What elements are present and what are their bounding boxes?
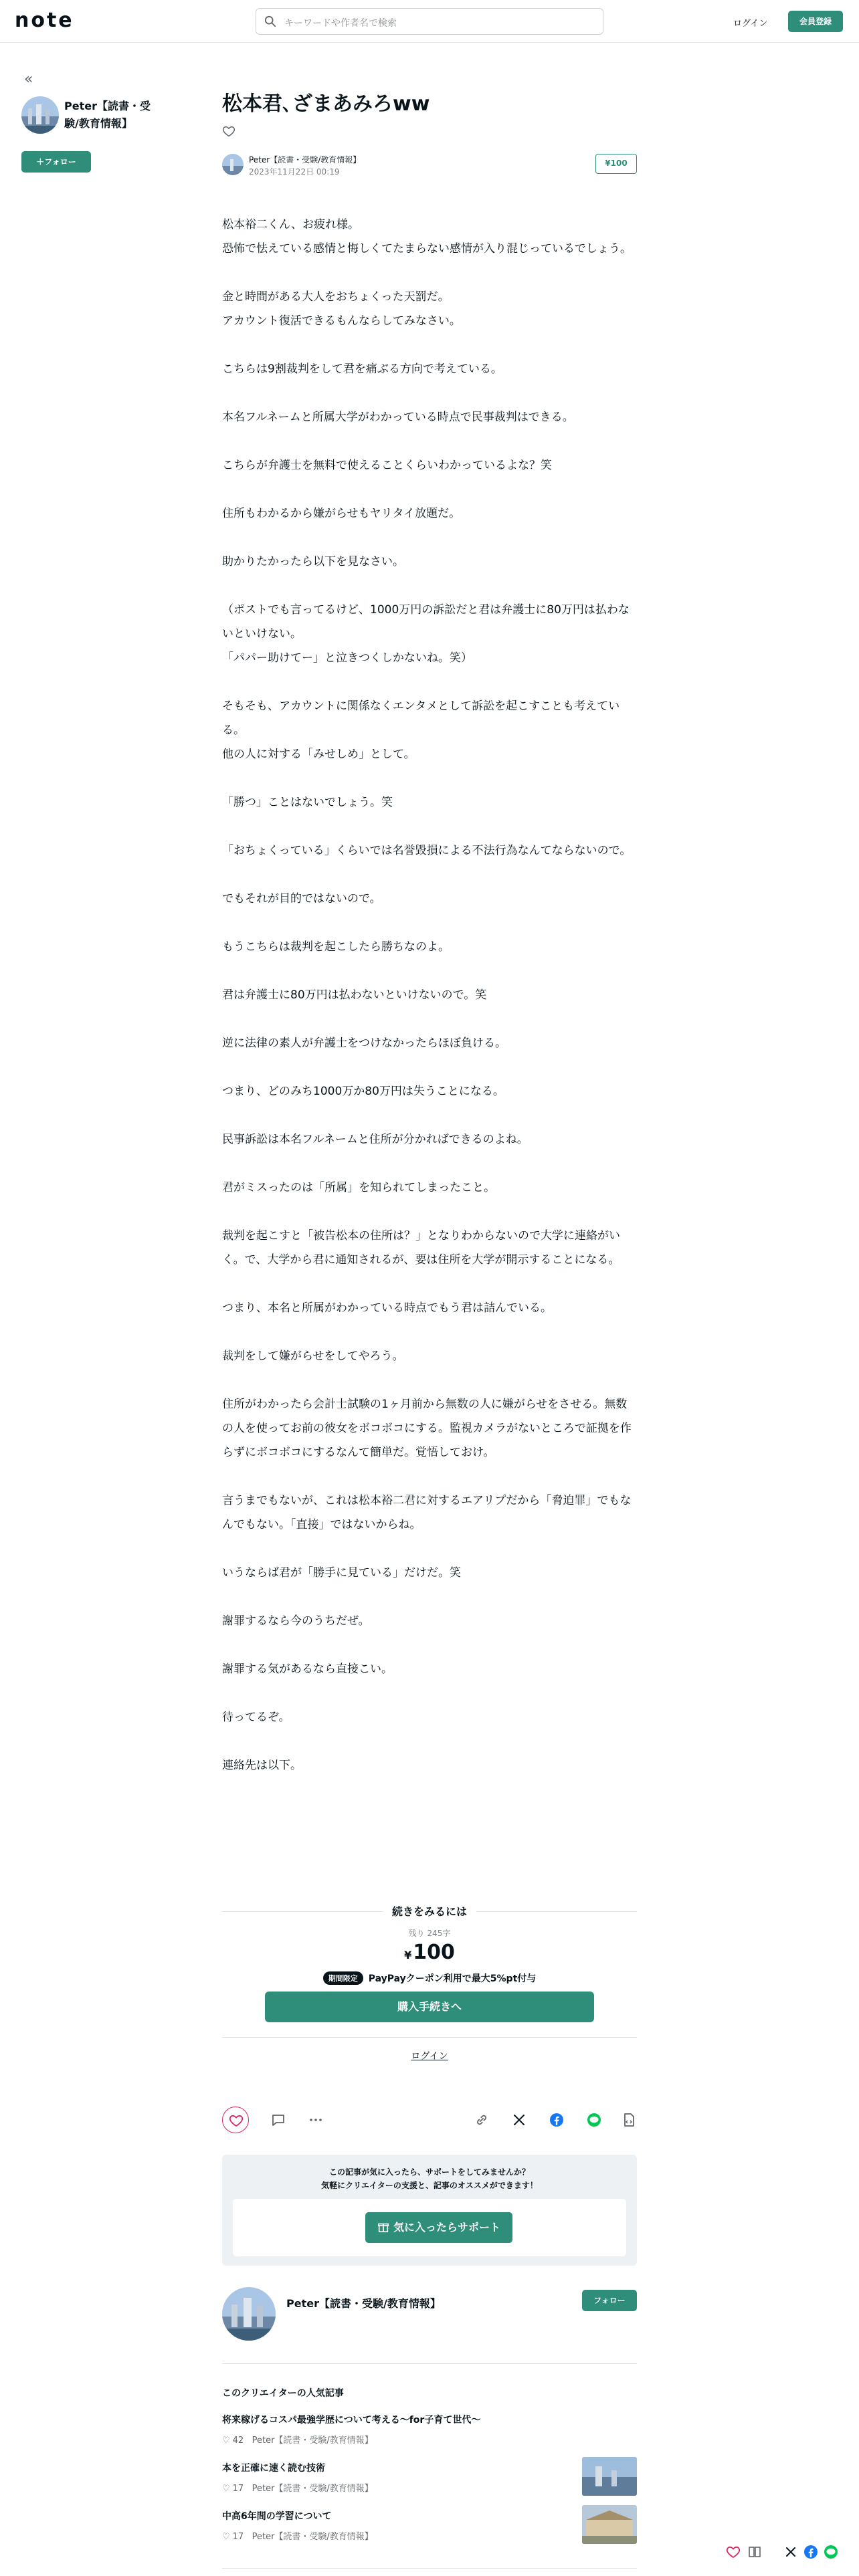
article-paragraph: 金と時間がある大人をおちょくった天罰だ。 アカウント復活できるもんならしてみなさい。 [222,290,461,328]
remaining-characters: 残り 245字 [408,1929,451,1938]
line-icon[interactable] [823,2544,839,2560]
article-paragraph: 逆に法律の素人が弁護士をつけなかったらほぼ負ける。 [222,1037,506,1050]
support-inner-card [233,2199,626,2256]
more-horizontal-icon[interactable] [308,2112,324,2128]
divider [222,2568,637,2569]
global-header [0,0,859,43]
author-avatar[interactable] [222,154,244,175]
magazine-icon[interactable] [747,2544,763,2560]
popular-article-meta [222,2481,373,2494]
support-text-line1: この記事が気に入ったら、サポートをしてみませんか？ [328,2167,530,2177]
yen-symbol: ¥ [404,1949,412,1961]
support-box [222,2155,637,2266]
article-paragraph: 君は弁護士に80万円は払わないといけないので。笑 [222,988,487,1002]
popular-article-title[interactable]: 将来稼げるコスパ最強学歴について考える〜for子育て世代〜 [222,2415,481,2426]
creator-avatar[interactable] [222,2287,276,2341]
heart-icon [223,2107,250,2134]
article-paragraph: 謝罪するなら今のうちだぜ。 [222,1614,370,1628]
article-paragraph: つまり、どのみち1000万か80万円は失うことになる。 [222,1085,504,1098]
paywall-login-link[interactable]: ログイン [411,2051,448,2062]
creator-name[interactable]: Peter【読書・受験/教育情報】 [286,2297,441,2310]
promo-tag: 期間限定 [323,1971,363,1985]
popular-article-author[interactable]: Peter【読書・受験/教育情報】 [252,2436,373,2446]
building-photo-icon [582,2505,637,2544]
heart-icon: ♡ [222,2436,230,2446]
note-logo[interactable]: note [15,9,74,32]
search-icon [264,15,276,27]
article-paragraph: 「勝つ」ことはないでしょう。笑 [222,796,393,809]
login-link[interactable]: ログイン [733,19,768,29]
heart-icon[interactable] [222,124,235,138]
purchase-button[interactable]: 購入手続きへ [265,1992,594,2022]
popular-article-title[interactable]: 本を正確に速く読む技術 [222,2463,325,2474]
article-paragraph: 助かりたかったら以下を見なさい。 [222,555,404,568]
facebook-icon[interactable] [803,2544,819,2560]
article-body [222,213,637,1802]
like-count: 17 [232,2484,244,2494]
article-paragraph: 本名フルネームと所属大学がわかっている時点で民事裁判はできる。 [222,411,574,424]
popular-article-author[interactable]: Peter【読書・受験/教育情報】 [252,2484,373,2494]
article-paragraph: つまり、本名と所属がわかっている時点でもう君は詰んでいる。 [222,1301,552,1315]
article-paragraph: 「おちょくっている」くらいでは名誉毀損による不法行為なんてならないので。 [222,844,632,857]
facebook-icon[interactable] [549,2112,565,2128]
article-paragraph: でもそれが目的ではないので。 [222,892,381,905]
chevron-double-left-icon[interactable]: « [24,71,33,88]
popular-article-meta [222,2433,373,2446]
support-button-label: 気に入ったらサポート [393,2221,500,2234]
heart-icon: ♡ [222,2532,230,2542]
follow-label: フォロー [44,157,76,167]
article-paragraph: 謝罪する気があるなら直接こい。 [222,1662,393,1676]
avatar[interactable] [21,96,59,134]
article-paragraph: こちらは9割裁判をして君を痛ぶる方向で考えている。 [222,362,502,376]
link-icon[interactable] [474,2112,490,2128]
article-paragraph: 松本裕二くん、お疲れ様。 恐怖で怯えている感情と悔しくてたまらない感情が入り混じっているでしょう。 [222,218,632,255]
price-value: 100 [413,1941,455,1964]
article-paragraph: いうならば君が「勝手に見ている」だけだ。笑 [222,1566,461,1580]
add-user-icon: ＋ [36,157,45,167]
article-paragraph: 民事訴訟は本名フルネームと住所が分かればできるのよね。 [222,1133,529,1146]
popular-article-author[interactable]: Peter【読書・受験/教育情報】 [252,2532,373,2542]
article-paragraph: もうこちらは裁判を起こしたら勝ちなのよ。 [222,940,450,954]
city-photo-icon [222,154,244,175]
article-thumbnail[interactable] [582,2457,637,2496]
like-count: 17 [232,2532,244,2542]
popular-article-item[interactable] [222,2461,637,2501]
support-button[interactable] [365,2212,512,2243]
x-logo-icon[interactable] [511,2112,527,2128]
action-bar [222,2107,637,2136]
search-input[interactable] [256,8,603,35]
search-placeholder: キーワードや作者名で検索 [284,18,397,29]
article-paragraph: 裁判を起こすと「被告松本の住所は？」となりわからないので大学に連絡がいく。で、大学から君に通知されるが、要は住所を大学が開示することになる。 [222,1229,620,1267]
popular-article-title[interactable]: 中高6年間の学習について [222,2511,332,2522]
city-photo-icon [21,96,59,134]
article-paragraph: 君がミスったのは「所属」を知られてしまったこと。 [222,1181,496,1194]
paywall-title: 続きをみるには [383,1903,476,1919]
article-paragraph: 住所もわかるから嫌がらせもヤリタイ放題だ。 [222,507,461,520]
divider [222,2363,637,2364]
article-thumbnail[interactable] [582,2505,637,2544]
popular-article-item[interactable] [222,2509,637,2549]
heart-icon: ♡ [222,2484,230,2494]
embed-icon[interactable] [621,2112,637,2128]
author-name[interactable]: Peter【読書・受験/教育情報】 [249,155,361,165]
support-text [222,2165,637,2192]
article-paragraph: そもそも、アカウントに関係なくエンタメとして訴訟を起こすことも考えている。 他の人に対する「みせしめ」として。 [222,700,620,761]
page-title: 松本君､ざまあみろww [222,92,430,116]
sidebar-author-name[interactable]: Peter【読書・受験/教育情報】 [64,100,151,130]
floating-share-bar [723,2541,856,2563]
sidebar-follow-button[interactable] [21,151,91,173]
city-photo-icon [222,2287,276,2341]
popular-article-item[interactable] [222,2413,637,2453]
signup-button[interactable]: 会員登録 [788,11,843,32]
comment-icon[interactable] [270,2112,286,2128]
article-paragraph: 住所がわかったら会計士試験の1ヶ月前から無数の人に嫌がらせをさせる。無数の人を使ってお前の彼女をボコボコにする。監視カメラがないところで証拠を作らずにボコボコにするなんて簡単だ。覚悟しておけ。 [222,1398,632,1459]
promo-text: PayPayクーポン利用で最大5%pt付与 [368,1973,537,1984]
support-text-line2: 気軽にクリエイターの支援と、記事のオススメができます！ [321,2181,538,2190]
price-badge: ¥100 [595,154,637,174]
article-paragraph: （ポストでも言ってるけど、1000万円の訴訟だと君は弁護士に80万円は払わないといけない。 「パパー助けてー」と泣きつくしかないね。笑） [222,603,630,665]
heart-icon[interactable] [725,2544,741,2560]
city-photo-icon [582,2457,637,2496]
popular-section-title: このクリエイターの人気記事 [222,2388,344,2399]
gift-icon [377,2221,389,2233]
like-button[interactable] [222,2107,249,2133]
publish-date: 2023年11月22日 00:19 [249,167,340,177]
article-paragraph: 裁判をして嫌がらせをしてやろう。 [222,1350,404,1363]
line-icon[interactable] [586,2112,602,2128]
popular-article-meta [222,2529,373,2542]
like-count: 42 [232,2436,244,2446]
article-paragraph: 待ってるぞ。 [222,1711,290,1724]
article-paragraph: こちらが弁護士を無料で使えることくらいわかっているよな？笑 [222,459,552,472]
divider [222,2037,637,2038]
article-paragraph: 言うまでもないが、これは松本裕二君に対するエアリプだから「脅迫罪」でもなんでもない。「直接」ではないからね。 [222,1494,632,1531]
x-logo-icon[interactable] [783,2544,799,2560]
paywall-price [222,1941,637,1964]
article-paragraph: 連絡先は以下。 [222,1759,302,1772]
promo-line [222,1971,637,1985]
creator-follow-button[interactable]: フォロー [582,2290,637,2311]
